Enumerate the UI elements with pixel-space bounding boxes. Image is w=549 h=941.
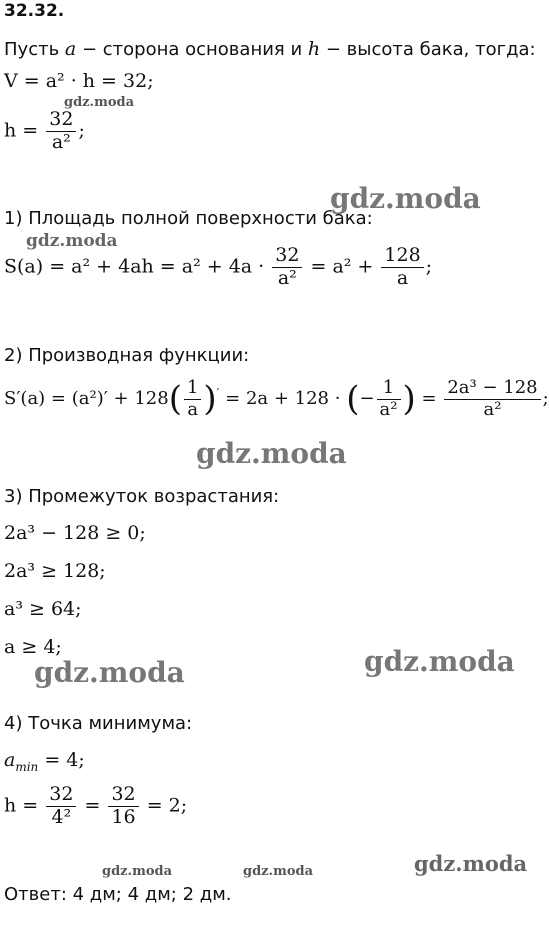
watermark: gdz.moda bbox=[243, 864, 314, 879]
fraction-numerator: 32 bbox=[46, 784, 76, 807]
step2-eq-left: S′(a) = (a²)′ + 128 bbox=[4, 388, 169, 410]
fraction-numerator: 128 bbox=[381, 245, 423, 268]
equals-sign: = bbox=[421, 388, 437, 410]
paren-close: ) bbox=[203, 379, 217, 420]
intro-text bbox=[4, 38, 536, 60]
step3-title: 3) Промежуток возрастания: bbox=[4, 486, 280, 507]
watermark: gdz.moda bbox=[196, 437, 347, 470]
a-min-line bbox=[4, 749, 85, 774]
h-result-rest: = 2; bbox=[146, 794, 188, 817]
h-lhs: h = bbox=[4, 794, 39, 817]
minus-sign: − bbox=[359, 388, 375, 410]
equals-sign: = bbox=[84, 794, 101, 817]
a-min-base: a bbox=[4, 749, 16, 771]
answer: Ответ: 4 дм; 4 дм; 2 дм. bbox=[4, 884, 232, 905]
a-min-sub: min bbox=[15, 759, 39, 774]
fraction-denominator: a bbox=[187, 398, 199, 420]
step1-eq-left: S(a) = a² + 4ah = a² + 4a · bbox=[4, 255, 265, 278]
fraction-denominator: a² bbox=[483, 398, 502, 420]
fraction-denominator: a² bbox=[51, 130, 71, 153]
step2-eq-mid: = 2a + 128 · bbox=[225, 388, 347, 410]
intro-part-2: − сторона основания и bbox=[76, 39, 308, 60]
h-expression bbox=[4, 109, 85, 154]
watermark: gdz.moda bbox=[102, 864, 173, 879]
volume-equation: V = a² · h = 32; bbox=[4, 70, 154, 92]
step3-line: 2a³ − 128 ≥ 0; bbox=[4, 522, 146, 544]
step4-fraction-1 bbox=[46, 784, 76, 829]
paren-open: ( bbox=[346, 379, 360, 420]
step2-fraction-3 bbox=[444, 378, 540, 420]
paren-open: ( bbox=[168, 379, 182, 420]
fraction-numerator: 2a³ − 128 bbox=[444, 378, 540, 400]
step1-equation bbox=[4, 245, 432, 290]
intro-part-3: − высота бака, тогда: bbox=[320, 39, 536, 60]
h-result-line bbox=[4, 784, 187, 829]
fraction-numerator: 1 bbox=[184, 378, 201, 400]
watermark: gdz.moda bbox=[364, 645, 515, 678]
fraction-numerator: 32 bbox=[46, 109, 76, 132]
step2-end: ; bbox=[542, 388, 549, 410]
problem-number: 32.32. bbox=[4, 1, 65, 21]
watermark: gdz.moda bbox=[26, 231, 118, 251]
fraction-denominator: a² bbox=[379, 398, 398, 420]
watermark: gdz.moda bbox=[330, 182, 481, 215]
step2-fraction-2 bbox=[377, 378, 401, 420]
intro-var-a: a bbox=[64, 38, 77, 60]
fraction-denominator: a bbox=[396, 266, 409, 289]
h-lhs: h = bbox=[4, 119, 39, 142]
fraction-numerator: 1 bbox=[377, 378, 401, 400]
paren-close: ) bbox=[402, 379, 416, 420]
step2-title: 2) Производная функции: bbox=[4, 345, 250, 366]
step2-equation bbox=[4, 378, 549, 420]
watermark: gdz.moda bbox=[64, 95, 135, 110]
step1-title: 1) Площадь полной поверхности бака: bbox=[4, 208, 373, 229]
watermark: gdz.moda bbox=[34, 656, 185, 689]
intro-var-h: h bbox=[307, 38, 321, 60]
step1-fraction-1 bbox=[272, 245, 302, 290]
step4-title: 4) Точка минимума: bbox=[4, 713, 193, 734]
fraction-denominator: a² bbox=[277, 266, 297, 289]
fraction-numerator: 32 bbox=[272, 245, 302, 268]
h-end: ; bbox=[78, 119, 85, 142]
h-fraction bbox=[46, 109, 76, 154]
intro-part-1: Пусть bbox=[4, 39, 65, 60]
step3-line: a³ ≥ 64; bbox=[4, 598, 82, 620]
fraction-denominator: 16 bbox=[111, 805, 136, 828]
fraction-denominator: 4² bbox=[51, 805, 72, 828]
step4-fraction-2 bbox=[108, 784, 138, 829]
step3-line: 2a³ ≥ 128; bbox=[4, 560, 106, 582]
watermark: gdz.moda bbox=[414, 851, 528, 876]
step1-eq-mid: = a² + bbox=[310, 255, 374, 278]
step1-fraction-2 bbox=[381, 245, 423, 290]
fraction-numerator: 32 bbox=[108, 784, 138, 807]
step2-fraction-1 bbox=[184, 378, 201, 420]
prime-mark: ′ bbox=[216, 386, 220, 401]
step3-line: a ≥ 4; bbox=[4, 636, 62, 658]
step1-end: ; bbox=[425, 255, 433, 278]
a-min-rest: = 4; bbox=[38, 749, 85, 771]
